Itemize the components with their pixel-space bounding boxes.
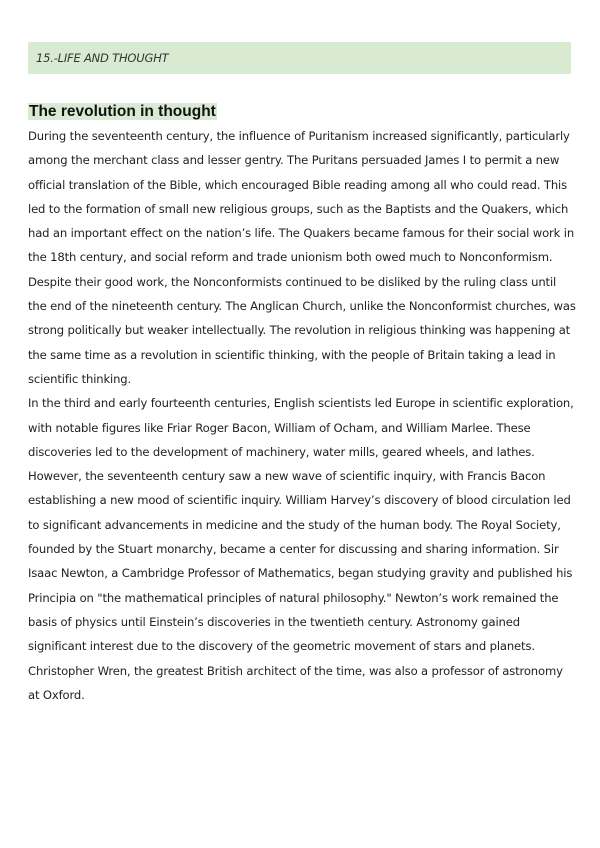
paragraph-scientific-revolution: In the third and early fourteenth centuries, English scientists led Europe in scientific exploration, with notable figures like Friar Roger Bacon, William of Ocham, and William Marlee. These discoveries led to the development of machinery, water mills, geared wheels, and lathes. However, the seventeenth century saw a new wave of scientific inquiry, with Francis Bacon establishing a new mood of scientific inquiry. William Harvey’s discovery of blood circulation led to significant advancements in medicine and the study of the human body. The Royal Society, founded by the Stuart monarchy, became a center for discussing and sharing information. Sir Isaac Newton, a Cambridge Professor of Mathematics, began studying gravity and published his Principia on "the mathematical principles of natural philosophy." Newton’s work remained the basis of physics until Einstein’s discoveries in the twentieth century. Astronomy gained significant interest due to the discovery of the geometric movement of stars and planets. Christopher Wren, the greatest British architect of the time, was also a professor of astronomy at Oxford. xyxy=(28,396,574,702)
section-label: 15.-LIFE AND THOUGHT xyxy=(36,51,169,65)
paragraph-nonconformists: Despite their good work, the Nonconformists continued to be disliked by the ruling class until the end of the nineteenth century. The Anglican Church, unlike the Nonconformist churches, was strong politically but weaker intellectually. The revolution in religious thinking was happening at the same time as a revolution in scientific thinking, with the people of Britain taking a lead in scientific thinking. xyxy=(28,274,576,386)
section-header-bar xyxy=(28,42,571,74)
page-heading xyxy=(28,101,217,123)
body-text xyxy=(28,124,576,707)
heading-highlight: The revolution in thought xyxy=(29,103,216,120)
paragraph-puritanism: During the seventeenth century, the influence of Puritanism increased significantly, particularly among the merchant class and lesser gentry. The Puritans persuaded James I to permit a new official translation of the Bible, which encouraged Bible reading among all who could read. This led to the formation of small new religious groups, such as the Baptists and the Quakers, which had an important effect on the nation’s life. The Quakers became famous for their social work in the 18th century, and social reform and trade unionism both owed much to Nonconformism. xyxy=(28,129,575,265)
